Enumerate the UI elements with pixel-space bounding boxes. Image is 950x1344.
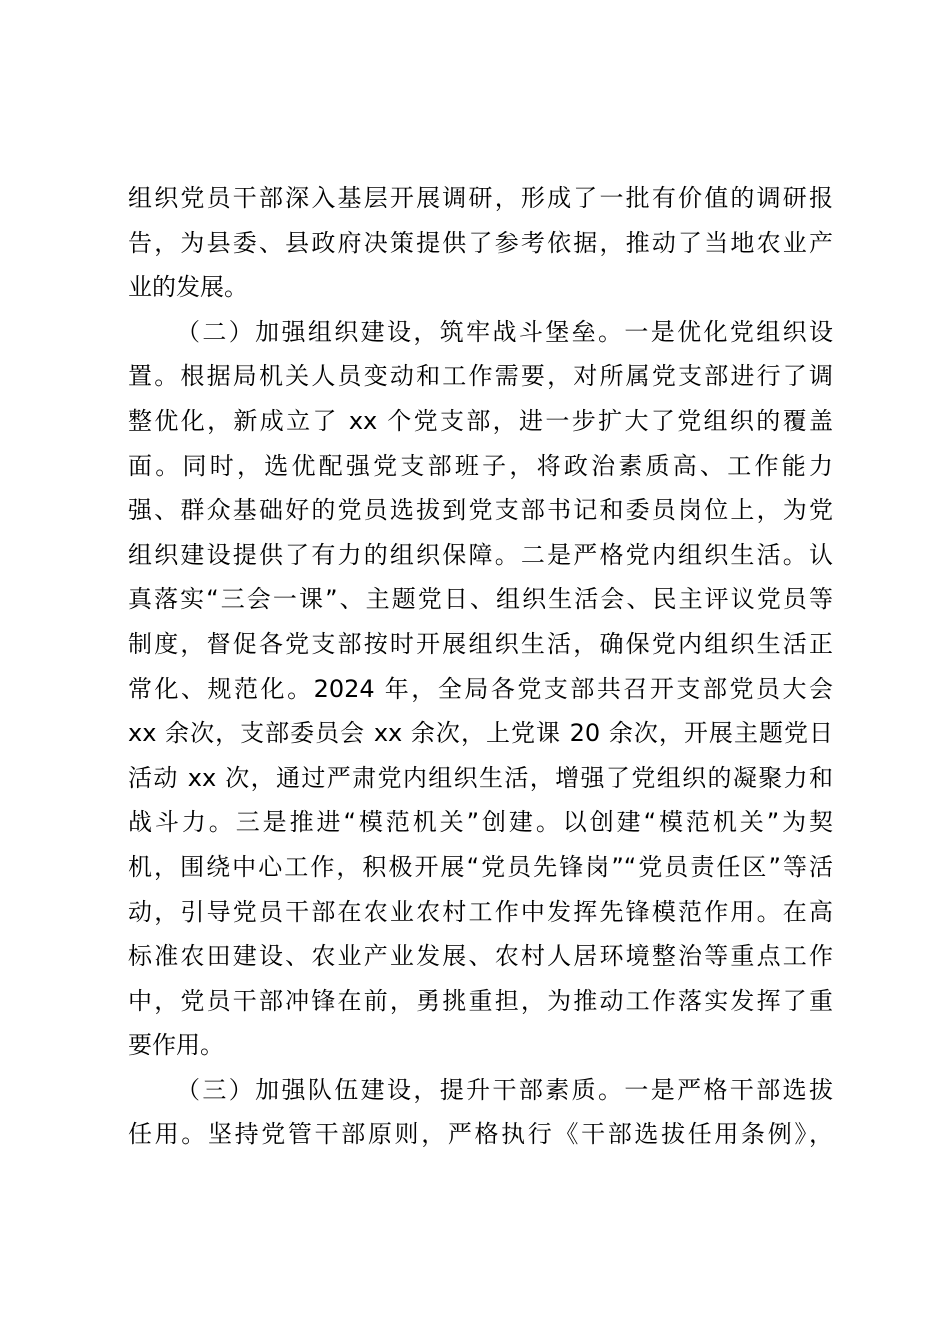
text-line: xx 余次，支部委员会 xx 余次，上党课 20 余次，开展主题党日: [128, 719, 833, 748]
text-line: 中，党员干部冲锋在前，勇挑重担，为推动工作落实发挥了重: [128, 986, 833, 1015]
text-line: 常化、规范化。2024 年，全局各党支部共召开支部党员大会: [128, 674, 833, 703]
paragraph-heading-line: （三）加强队伍建设，提升干部素质。一是严格干部选拔: [176, 1075, 833, 1104]
text-line: 告，为县委、县政府决策提供了参考依据，推动了当地农业产: [128, 228, 833, 257]
text-line: 组织党员干部深入基层开展调研，形成了一批有价值的调研报: [128, 184, 833, 212]
body-text: [128, 176, 833, 1157]
text-line: 强、群众基础好的党员选拔到党支部书记和委员岗位上，为党: [128, 496, 833, 525]
text-line: 活动 xx 次，通过严肃党内组织生活，增强了党组织的凝聚力和: [128, 763, 833, 792]
text-line: 任用。坚持党管干部原则，严格执行《干部选拔任用条例》，: [128, 1120, 833, 1149]
text-line: 标准农田建设、农业产业发展、农村人居环境整治等重点工作: [128, 942, 833, 971]
text-line: 业的发展。: [128, 273, 248, 302]
text-line: 组织建设提供了有力的组织保障。二是严格党内组织生活。认: [128, 540, 833, 569]
text-line: 动，引导党员干部在农业农村工作中发挥先锋模范作用。在高: [128, 897, 833, 926]
text-line: 面。同时，选优配强党支部班子，将政治素质高、工作能力: [128, 451, 833, 480]
text-line: 置。根据局机关人员变动和工作需要，对所属党支部进行了调: [128, 362, 833, 391]
text-line: 机，围绕中心工作，积极开展“党员先锋岗”“党员责任区”等活: [128, 852, 833, 881]
text-line: 整优化，新成立了 xx 个党支部，进一步扩大了党组织的覆盖: [128, 406, 833, 435]
text-line: 真落实“三会一课”、主题党日、组织生活会、民主评议党员等: [128, 585, 833, 614]
paragraph-heading-line: （二）加强组织建设，筑牢战斗堡垒。一是优化党组织设: [176, 317, 833, 346]
text-line: 制度，督促各党支部按时开展组织生活，确保党内组织生活正: [128, 629, 833, 658]
text-line: 要作用。: [128, 1031, 224, 1060]
text-line: 战斗力。三是推进“模范机关”创建。以创建“模范机关”为契: [128, 808, 833, 837]
